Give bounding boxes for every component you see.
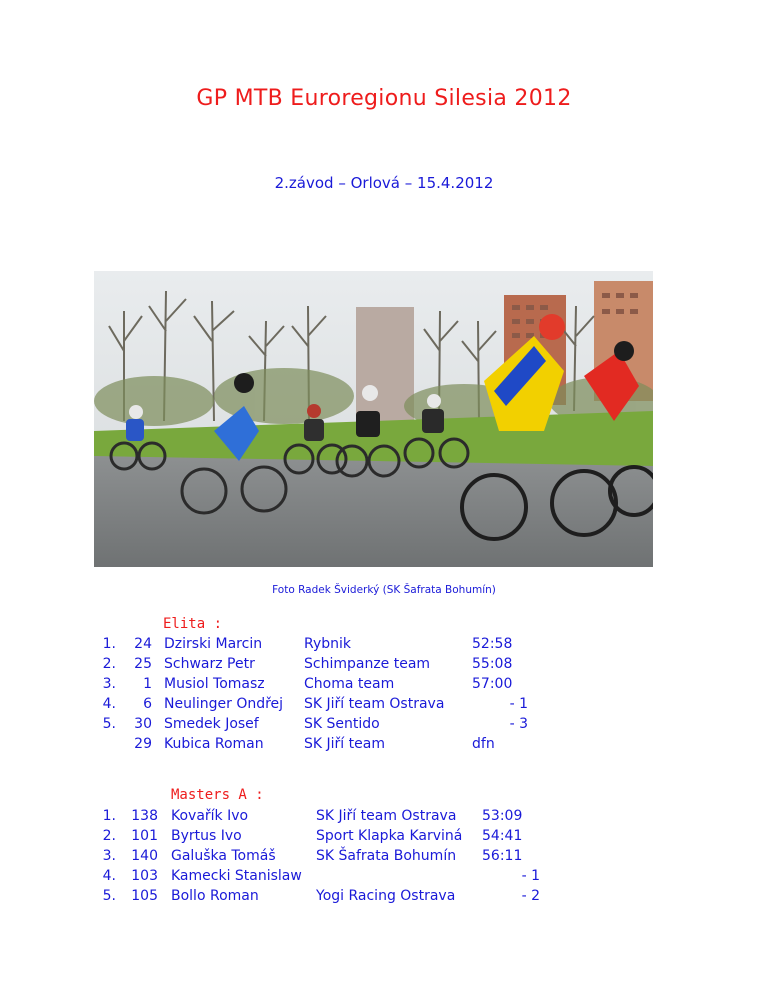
finish-time: 52:58 — [472, 636, 513, 652]
rank: 2. — [102, 656, 116, 672]
rank: 1. — [102, 808, 116, 824]
result-row — [0, 636, 768, 656]
rider-name: Galuška Tomáš — [171, 848, 276, 864]
rider-name: Kamecki Stanislaw — [171, 868, 302, 884]
rank: 2. — [102, 828, 116, 844]
race-photo — [94, 271, 653, 567]
rider-name: Kovařík Ivo — [171, 808, 249, 824]
rank: 1. — [102, 636, 116, 652]
rank: 5. — [102, 716, 116, 732]
rider-name: Schwarz Petr — [164, 656, 255, 672]
team-name: Schimpanze team — [304, 656, 431, 672]
finish-time: - 3 — [509, 716, 528, 732]
start-number: 24 — [134, 636, 152, 652]
result-row — [0, 828, 768, 848]
result-row — [0, 848, 768, 868]
start-number: 6 — [143, 696, 152, 712]
page-title: GP MTB Euroregionu Silesia 2012 — [196, 86, 572, 111]
category-label-elita: Elita : — [163, 616, 223, 632]
result-row — [0, 656, 768, 676]
finish-time: - 1 — [509, 696, 528, 712]
result-row — [0, 868, 768, 888]
rider-name: Musiol Tomasz — [164, 676, 265, 692]
finish-time: 57:00 — [472, 676, 513, 692]
team-name: Choma team — [304, 676, 395, 692]
rank: 3. — [102, 676, 116, 692]
finish-time: 54:41 — [482, 828, 523, 844]
finish-time: 53:09 — [482, 808, 523, 824]
finish-time: 56:11 — [482, 848, 523, 864]
start-number: 103 — [131, 868, 158, 884]
rank: 3. — [102, 848, 116, 864]
start-number: 138 — [131, 808, 158, 824]
rank: 4. — [102, 696, 116, 712]
start-number: 101 — [131, 828, 158, 844]
team-name: Rybnik — [304, 636, 352, 652]
start-number: 29 — [134, 736, 152, 752]
result-row — [0, 696, 768, 716]
start-number: 140 — [131, 848, 158, 864]
team-name: SK Jiří team — [304, 736, 385, 752]
result-row — [0, 808, 768, 828]
start-number: 105 — [131, 888, 158, 904]
rank: 5. — [102, 888, 116, 904]
rider-name: Bollo Roman — [171, 888, 259, 904]
result-row — [0, 676, 768, 696]
rider-name: Smedek Josef — [164, 716, 259, 732]
team-name: SK Jiří team Ostrava — [316, 808, 457, 824]
finish-time: - 1 — [521, 868, 540, 884]
rider-name: Neulinger Ondřej — [164, 696, 284, 712]
race-subtitle: 2.závod – Orlová – 15.4.2012 — [274, 174, 494, 192]
photo-caption: Foto Radek Šviderký (SK Šafrata Bohumín) — [272, 584, 496, 596]
team-name: SK Sentido — [304, 716, 380, 732]
finish-time: - 2 — [521, 888, 540, 904]
start-number: 30 — [134, 716, 152, 732]
result-row — [0, 716, 768, 736]
team-name: SK Jiří team Ostrava — [304, 696, 445, 712]
result-row — [0, 888, 768, 908]
rider-name: Byrtus Ivo — [171, 828, 242, 844]
category-label-masters-a: Masters A : — [171, 787, 264, 803]
rider-name: Dzirski Marcin — [164, 636, 263, 652]
team-name: Yogi Racing Ostrava — [316, 888, 456, 904]
rank: 4. — [102, 868, 116, 884]
finish-time: 55:08 — [472, 656, 513, 672]
team-name: Sport Klapka Karviná — [316, 828, 463, 844]
start-number: 1 — [143, 676, 152, 692]
result-row — [0, 736, 768, 756]
rider-name: Kubica Roman — [164, 736, 264, 752]
finish-time: dfn — [472, 736, 495, 752]
start-number: 25 — [134, 656, 152, 672]
team-name: SK Šafrata Bohumín — [316, 848, 457, 864]
